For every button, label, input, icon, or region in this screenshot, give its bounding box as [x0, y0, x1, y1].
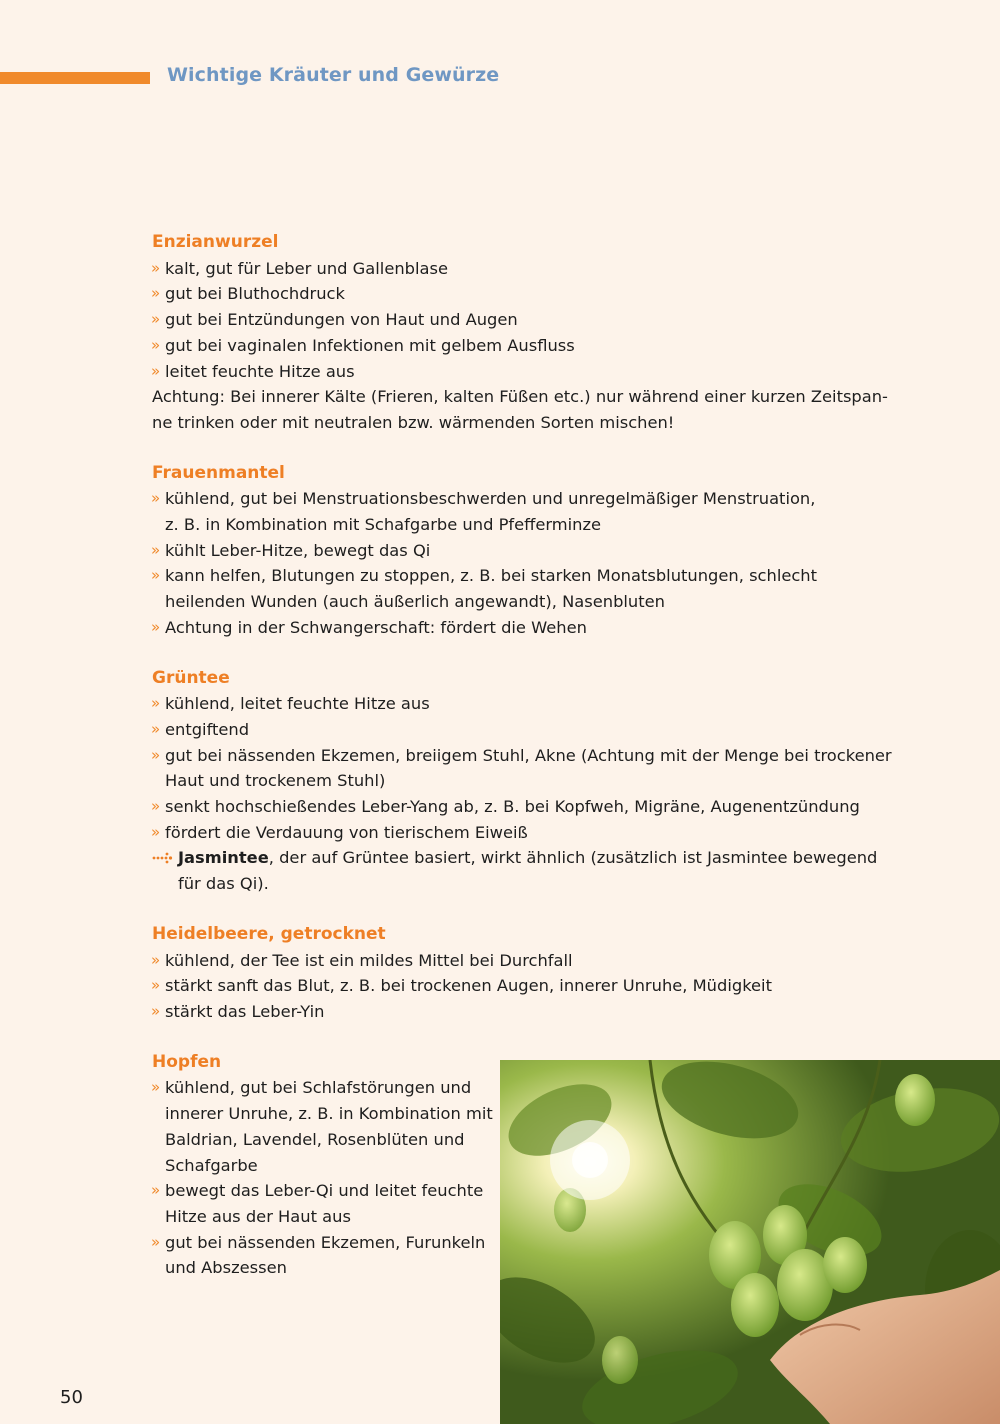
- section-title: Frauenmantel: [152, 462, 285, 483]
- bullet-icon: »: [151, 258, 161, 277]
- list-item: » gut bei nässenden Ekzemen, Furunkeln und Abszessen: [152, 1230, 872, 1281]
- bullet-icon: »: [151, 797, 161, 816]
- list-item: » kühlend, gut bei Menstruationsbeschwerden und unregelmäßiger Menstruation, z. B. in Kombination mit Schafgarbe und Pfefferminze: [152, 486, 872, 537]
- list-item: » senkt hochschießendes Leber-Yang ab, z. B. bei Kopfweh, Migräne, Augenentzündung: [152, 794, 872, 820]
- bullet-icon: »: [151, 1001, 161, 1020]
- list-item: » Achtung in der Schwangerschaft: fördert die Wehen: [152, 615, 872, 641]
- tip-jasmintee: Jasmintee, der auf Grüntee basiert, wirkt ähnlich (zusätzlich ist Jasmintee bewegend für das Qi).: [152, 845, 872, 896]
- page-number: 50: [60, 1387, 83, 1408]
- list-item: » kühlt Leber-Hitze, bewegt das Qi: [152, 538, 872, 564]
- list-item: » entgiftend: [152, 717, 872, 743]
- list-item: » gut bei nässenden Ekzemen, breiigem Stuhl, Akne (Achtung mit der Menge bei trockener Haut und trockenem Stuhl): [152, 743, 872, 794]
- bullet-icon: »: [151, 822, 161, 841]
- bullet-icon: »: [151, 1078, 161, 1097]
- section-frauenmantel: [152, 461, 872, 641]
- tip-keyword: Jasmintee: [178, 848, 269, 868]
- bullet-icon: »: [151, 335, 161, 354]
- dotted-arrow-icon: [152, 852, 174, 864]
- list-item: » bewegt das Leber-Qi und leitet feuchte Hitze aus der Haut aus: [152, 1178, 872, 1229]
- bullet-icon: »: [151, 540, 161, 559]
- warning-note-line: Achtung: Bei innerer Kälte (Frieren, kalten Füßen etc.) nur während einer kurzen Zeitspan-: [152, 387, 888, 407]
- list-item: » kalt, gut für Leber und Gallenblase: [152, 256, 872, 282]
- bullet-icon: »: [151, 976, 161, 995]
- section-enzianwurzel: [151, 230, 888, 436]
- section-title: Hopfen: [152, 1051, 222, 1072]
- list-item: » fördert die Verdauung von tierischem Eiweiß: [152, 820, 872, 846]
- section-title: Enzianwurzel: [152, 232, 279, 252]
- list-item: » kühlend, der Tee ist ein mildes Mittel bei Durchfall: [152, 948, 872, 974]
- section-heidelbeere: [152, 922, 872, 1025]
- bullet-icon: »: [151, 1181, 161, 1200]
- list-item: » gut bei vaginalen Infektionen mit gelbem Ausfluss: [152, 333, 872, 359]
- list-item: » stärkt das Leber-Yin: [152, 999, 872, 1025]
- list-item: » gut bei Entzündungen von Haut und Augen: [152, 307, 872, 333]
- bullet-icon: »: [151, 489, 161, 508]
- bullet-icon: »: [151, 284, 161, 303]
- bullet-icon: »: [151, 719, 161, 738]
- hop-cones-photo: [500, 1060, 1000, 1424]
- section-title: Heidelbeere, getrocknet: [152, 923, 386, 944]
- list-item: » stärkt sanft das Blut, z. B. bei trockenen Augen, innerer Unruhe, Müdigkeit: [152, 973, 872, 999]
- list-item: » kühlend, gut bei Schlafstörungen und innerer Unruhe, z. B. in Kombination mit Baldrian, Lavendel, Rosenblüten und Schafgarbe: [152, 1075, 872, 1178]
- bullet-icon: »: [151, 694, 161, 713]
- header-title: Wichtige Kräuter und Gewürze: [167, 64, 500, 86]
- section-gruentee: [151, 666, 892, 897]
- list-item: » leitet feuchte Hitze aus: [152, 359, 872, 385]
- bullet-icon: »: [151, 745, 161, 764]
- list-item: » kann helfen, Blutungen zu stoppen, z. B. bei starken Monatsblutungen, schlecht heilenden Wunden (auch äußerlich angewandt), Nasenbluten: [152, 563, 872, 614]
- section-title: Grüntee: [152, 667, 230, 688]
- bullet-icon: »: [151, 617, 161, 636]
- hop-photo-illustration: [500, 1060, 1000, 1424]
- bullet-icon: »: [151, 1232, 161, 1251]
- list-item: » kühlend, leitet feuchte Hitze aus: [152, 691, 872, 717]
- list-item: » gut bei Bluthochdruck: [152, 281, 872, 307]
- warning-note-line: ne trinken oder mit neutralen bzw. wärmenden Sorten mischen!: [152, 412, 675, 432]
- bullet-icon: »: [151, 361, 161, 380]
- header-accent-bar: [0, 72, 150, 84]
- bullet-icon: »: [151, 310, 161, 329]
- bullet-icon: »: [151, 950, 161, 969]
- bullet-icon: »: [151, 566, 161, 585]
